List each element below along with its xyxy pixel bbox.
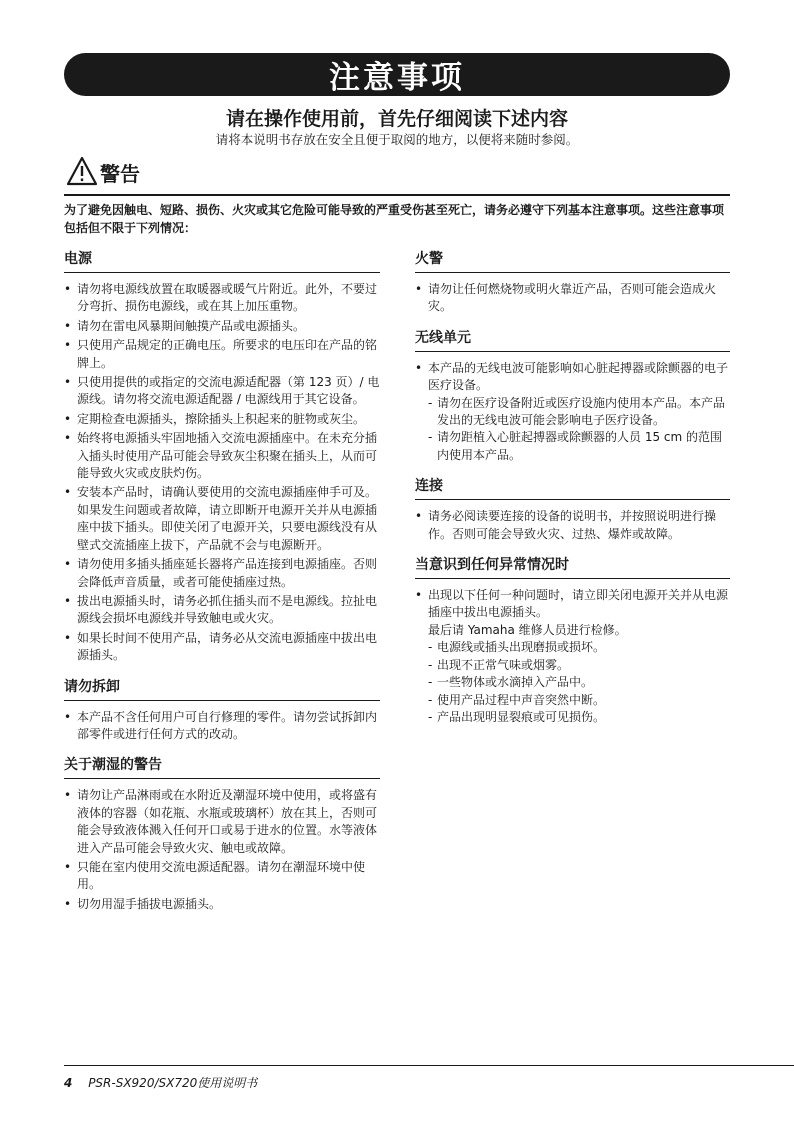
section-abnormality — [415, 555, 730, 726]
page-title: 注意事项 — [329, 60, 465, 96]
section-title: 请勿拆卸 — [64, 677, 380, 701]
sub-item: - 产品出现明显裂痕或可见损伤。 — [428, 709, 730, 726]
subtitle: 请在操作使用前，首先仔细阅读下述内容 — [225, 108, 568, 130]
list-item: • 请勿让任何燃烧物或明火靠近产品，否则可能会造成火灾。 — [415, 281, 730, 316]
section-title: 火警 — [415, 249, 730, 273]
manual-title: PSR-SX920/SX720使用说明书 — [88, 1076, 258, 1090]
section-title: 电源 — [64, 249, 380, 273]
section-title: 当意识到任何异常情况时 — [415, 555, 730, 579]
list-item: • 切勿用湿手插拔电源插头。 — [64, 896, 380, 913]
list-item: • 拔出电源插头时，请务必抓住插头而不是电源线。拉扯电源线会损坏电源线并导致触电或火灾。 — [64, 593, 380, 628]
item-text: • 本产品的无线电波可能影响如心脏起搏器或除颤器的电子医疗设备。 — [428, 360, 729, 393]
page-footer — [64, 1074, 257, 1091]
warning-triangle-icon — [66, 156, 98, 186]
list-item: • 安装本产品时，请确认要使用的交流电源插座伸手可及。如果发生问题或者故障，请立即断开电源开关并从电源插座中拔下插头。即使关闭了电源开关，只要电源线没有从壁式交流插座上拔下，产品就不会与电源断开。 — [64, 484, 380, 554]
section-connections — [415, 476, 730, 543]
list-item: • 本产品不含任何用户可自行修理的零件。请勿尝试拆卸内部零件或进行任何方式的改动。 — [64, 709, 380, 744]
title-banner — [64, 53, 730, 96]
list-item: • 请勿让产品淋雨或在水附近及潮湿环境中使用，或将盛有液体的容器（如花瓶、水瓶或玻璃杯）放在其上，否则可能会导致液体溅入任何开口或易于进水的位置。水等液体进入产品可能会导致火灾、触电或故障。 — [64, 787, 380, 857]
list-item: • 只使用提供的或指定的交流电源适配器（第 123 页）/ 电源线。请勿将交流电源适配器 / 电源线用于其它设备。 — [64, 374, 380, 409]
sub-item: - 出现不正常气味或烟雾。 — [428, 657, 730, 674]
right-column — [415, 249, 730, 738]
warning-title: 警告 — [100, 162, 140, 186]
item-text: 最后请 Yamaha 维修人员进行检修。 — [428, 622, 627, 637]
section-no-disassembly — [64, 677, 380, 744]
sub-item: - 请勿在医疗设备附近或医疗设施内使用本产品。本产品发出的无线电波可能会影响电子医疗设备。 — [428, 395, 730, 430]
item-text: • 出现以下任何一种问题时，请立即关闭电源开关并从电源插座中拔出电源插头。 — [428, 588, 729, 620]
left-column — [64, 249, 380, 925]
warning-heading — [66, 156, 140, 186]
section-title: 无线单元 — [415, 328, 730, 352]
section-fire — [415, 249, 730, 316]
section-title: 连接 — [415, 476, 730, 500]
list-item: • 定期检查电源插头，擦除插头上积起来的脏物或灰尘。 — [64, 411, 380, 428]
sub-item: - 电源线或插头出现磨损或损坏。 — [428, 639, 730, 656]
list-item: • 只使用产品规定的正确电压。所要求的电压印在产品的铭牌上。 — [64, 337, 380, 372]
section-title: 关于潮湿的警告 — [64, 755, 380, 779]
list-item: • 请勿在雷电风暴期间触摸产品或电源插头。 — [64, 318, 380, 335]
intro-text: 请将本说明书存放在安全且便于取阅的地方，以便将来随时参阅。 — [215, 132, 579, 147]
section-power — [64, 249, 380, 665]
list-item: • 请务必阅读要连接的设备的说明书，并按照说明进行操作。否则可能会导致火灾、过热、爆炸或故障。 — [415, 508, 730, 543]
section-moisture — [64, 755, 380, 913]
list-item: • 只能在室内使用交流电源适配器。请勿在潮湿环境中使用。 — [64, 859, 380, 894]
list-item — [415, 587, 730, 726]
sub-item: - 请勿距植入心脏起搏器或除颤器的人员 15 cm 的范围内使用本产品。 — [428, 429, 730, 464]
list-item: • 请勿使用多插头插座延长器将产品连接到电源插座。否则会降低声音质量，或者可能使插座过热。 — [64, 556, 380, 591]
sub-item: - 使用产品过程中声音突然中断。 — [428, 692, 730, 709]
warning-intro: 为了避免因触电、短路、损伤、火灾或其它危险可能导致的严重受伤甚至死亡，请务必遵守下列基本注意事项。这些注意事项包括但不限于下列情况： — [64, 203, 725, 235]
section-wireless — [415, 328, 730, 464]
footer-divider — [64, 1065, 794, 1066]
list-item: • 如果长时间不使用产品，请务必从交流电源插座中拔出电源插头。 — [64, 630, 380, 665]
page-number: 4 — [64, 1076, 73, 1090]
warning-divider — [64, 194, 730, 196]
sub-item: - 一些物体或水滴掉入产品中。 — [428, 674, 730, 691]
list-item: • 请勿将电源线放置在取暖器或暖气片附近。此外，不要过分弯折、损伤电源线，或在其上加压重物。 — [64, 281, 380, 316]
list-item: • 始终将电源插头牢固地插入交流电源插座中。在未充分插入插头时使用产品可能会导致灰尘积聚在插头上，从而可能导致火灾或皮肤灼伤。 — [64, 430, 380, 482]
list-item — [415, 360, 730, 464]
